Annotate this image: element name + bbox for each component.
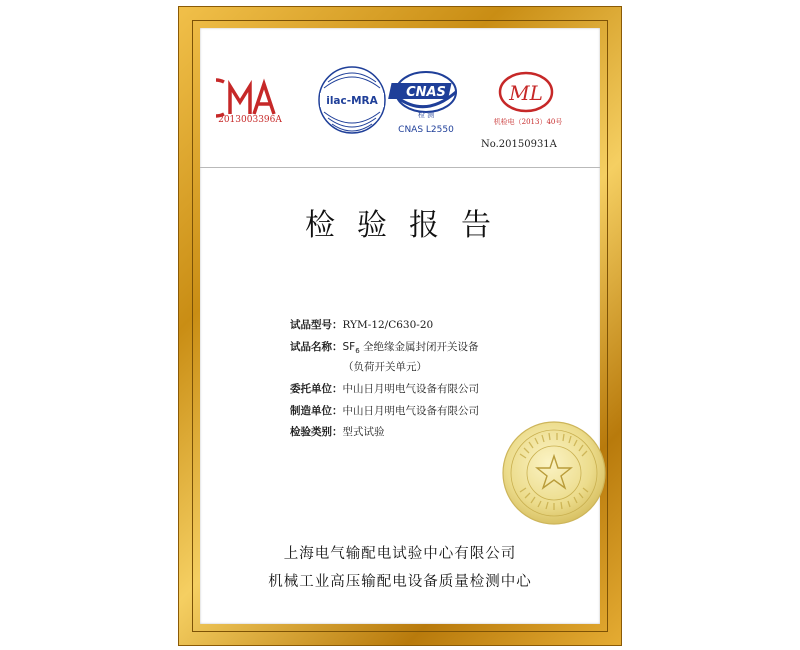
- ml-number: 机检电（2013）40号: [493, 118, 563, 126]
- name-value-line2: （负荷开关单元）: [343, 361, 427, 373]
- name-row: [290, 339, 479, 355]
- cma-number: 2013003396A: [218, 115, 282, 125]
- type-row: [290, 424, 385, 439]
- cnas-logo: [388, 62, 462, 138]
- type-label: 检验类别：: [290, 426, 343, 438]
- model-value: RYM-12/C630-20: [342, 319, 434, 331]
- header-divider: [200, 167, 600, 168]
- client-label: 委托单位：: [290, 383, 343, 395]
- ml-text: ML: [509, 81, 543, 105]
- cnas-code: CNAS L2550: [398, 125, 454, 135]
- client-value: 中山日月明电气设备有限公司: [342, 383, 479, 395]
- type-value: 型式试验: [342, 426, 385, 438]
- name-row-line2: [343, 359, 427, 374]
- model-label: 试品型号：: [290, 319, 343, 331]
- cnas-text: CNAS: [406, 85, 446, 100]
- name-value-sub: 6: [355, 347, 360, 356]
- model-row: [290, 317, 433, 332]
- name-value-sf: SF: [342, 341, 356, 353]
- maker-value: 中山日月明电气设备有限公司: [342, 405, 479, 417]
- ml-logo: [497, 70, 555, 118]
- report-title: 检验报告: [305, 208, 513, 243]
- client-row: [290, 381, 479, 396]
- gold-seal: [498, 418, 610, 528]
- name-label: 试品名称：: [290, 341, 343, 353]
- cnas-subtext: 检 测: [417, 111, 435, 119]
- maker-row: [290, 403, 479, 418]
- report-number: No.20150931A: [481, 139, 557, 150]
- name-value: [342, 341, 479, 356]
- ilac-text: ilac-MRA: [326, 95, 378, 107]
- organization-line-1: 上海电气输配电试验中心有限公司: [283, 546, 517, 562]
- maker-label: 制造单位：: [290, 405, 343, 417]
- name-value-rest: 全绝缘金属封闭开关设备: [359, 341, 479, 353]
- ilac-mra-logo: [316, 62, 388, 138]
- organization-line-2: 机械工业高压输配电设备质量检测中心: [268, 574, 532, 590]
